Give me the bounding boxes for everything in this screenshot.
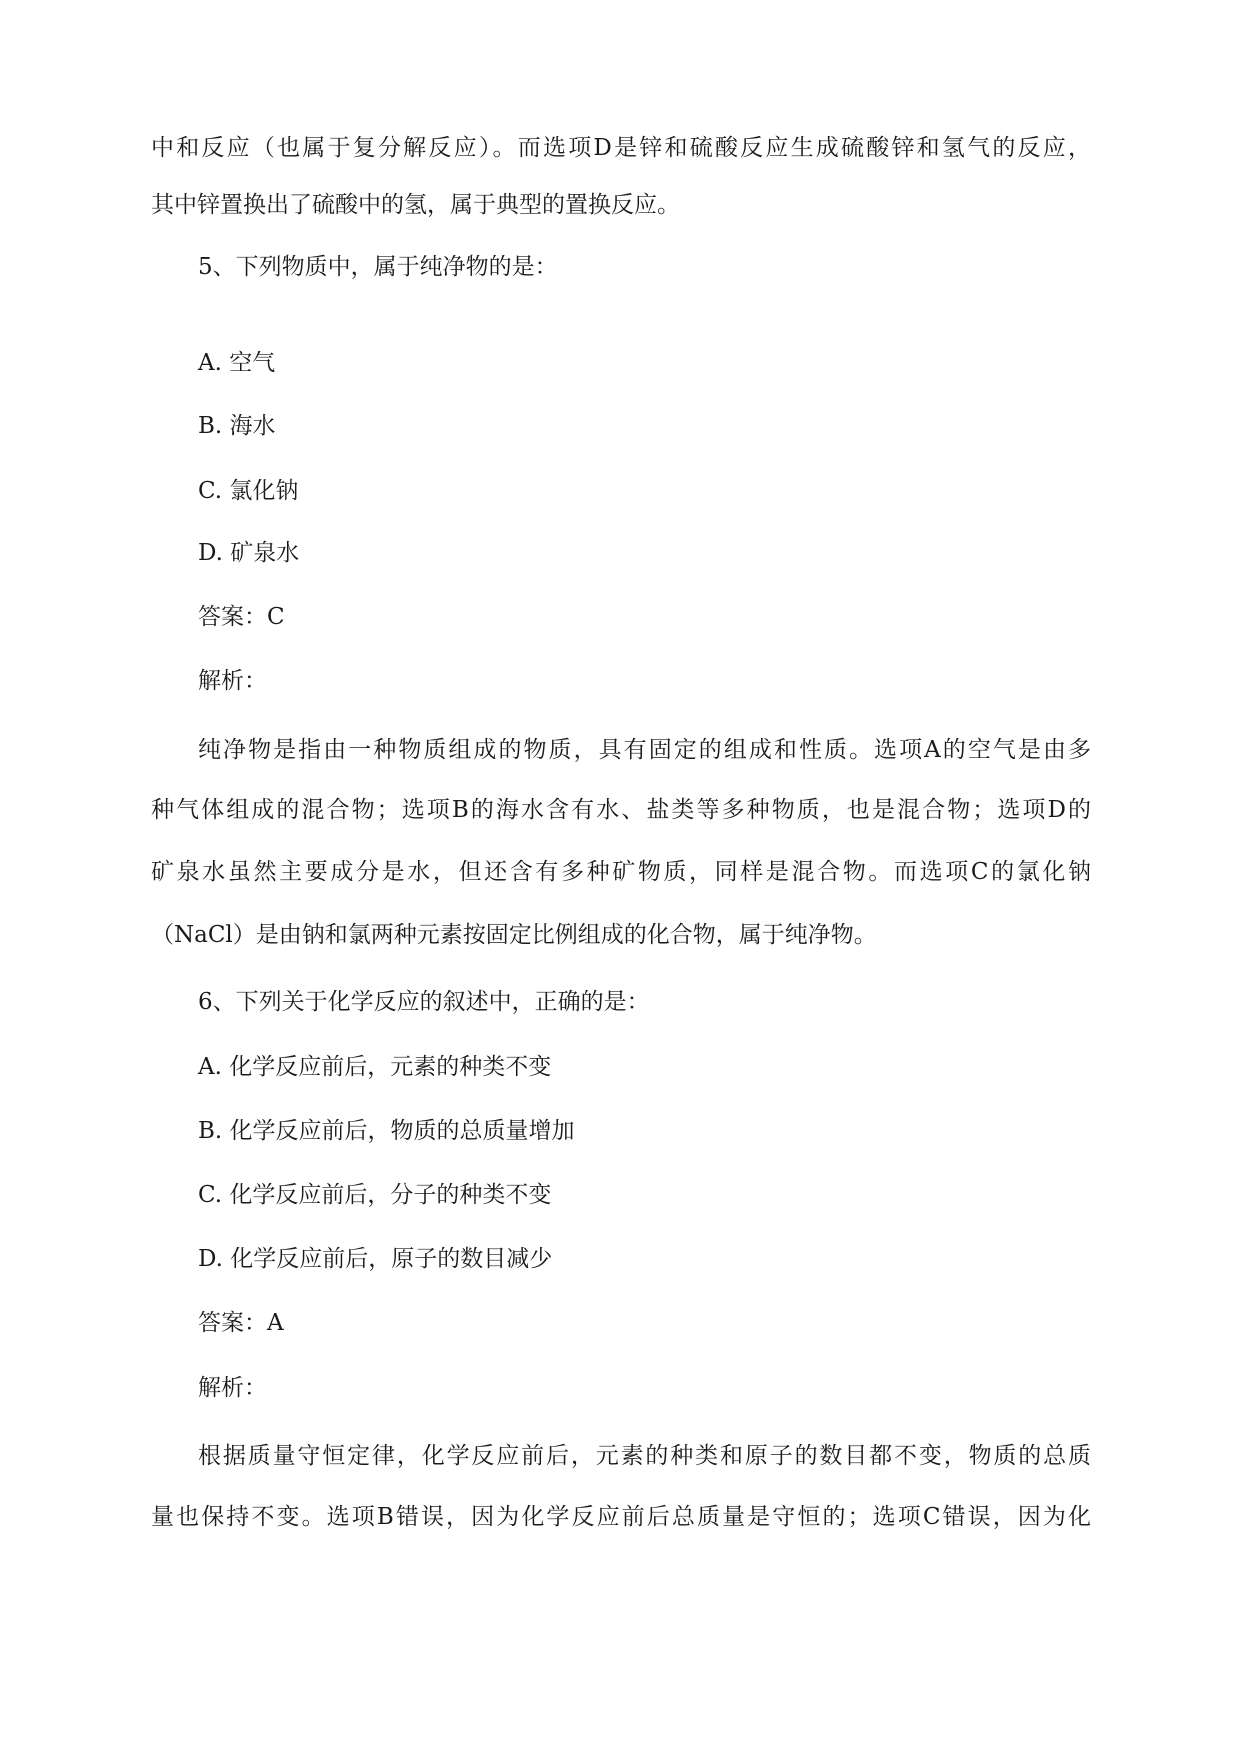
paragraph-line: 中和反应（也属于复分解反应）。而选项D是锌和硫酸反应生成硫酸锌和氢气的反应，	[151, 135, 1091, 161]
q5-option-d: D. 矿泉水	[198, 540, 300, 566]
q6-option-a: A. 化学反应前后，元素的种类不变	[198, 1054, 552, 1080]
q6-option-d: D. 化学反应前后，原子的数目减少	[198, 1246, 553, 1272]
q6-option-b: B. 化学反应前后，物质的总质量增加	[198, 1118, 575, 1144]
q5-analysis-label: 解析：	[198, 668, 267, 694]
question-6-text: 6、下列关于化学反应的叙述中，正确的是：	[198, 989, 650, 1015]
q5-analysis-line: 矿泉水虽然主要成分是水，但还含有多种矿物质，同样是混合物。而选项C的氯化钠	[151, 859, 1091, 885]
q5-option-c: C. 氯化钠	[198, 478, 299, 504]
q6-answer: 答案：A	[198, 1310, 284, 1336]
q5-analysis-line: 种气体组成的混合物；选项B的海水含有水、盐类等多种物质，也是混合物；选项D的	[151, 797, 1091, 823]
q5-option-b: B. 海水	[198, 413, 276, 439]
q6-analysis-label: 解析：	[198, 1375, 267, 1401]
paragraph-line: 其中锌置换出了硫酸中的氢，属于典型的置换反应。	[151, 192, 680, 218]
q5-analysis-line: （NaCl）是由钠和氯两种元素按固定比例组成的化合物，属于纯净物。	[151, 922, 877, 948]
q6-option-c: C. 化学反应前后，分子的种类不变	[198, 1182, 552, 1208]
q6-analysis-line: 根据质量守恒定律，化学反应前后，元素的种类和原子的数目都不变，物质的总质	[198, 1443, 1091, 1469]
q5-answer: 答案：C	[198, 604, 285, 630]
q5-analysis-line: 纯净物是指由一种物质组成的物质，具有固定的组成和性质。选项A的空气是由多	[198, 737, 1091, 763]
question-5-text: 5、下列物质中，属于纯净物的是：	[198, 254, 558, 280]
q5-option-a: A. 空气	[198, 350, 276, 376]
q6-analysis-line: 量也保持不变。选项B错误，因为化学反应前后总质量是守恒的；选项C错误，因为化	[151, 1504, 1091, 1530]
